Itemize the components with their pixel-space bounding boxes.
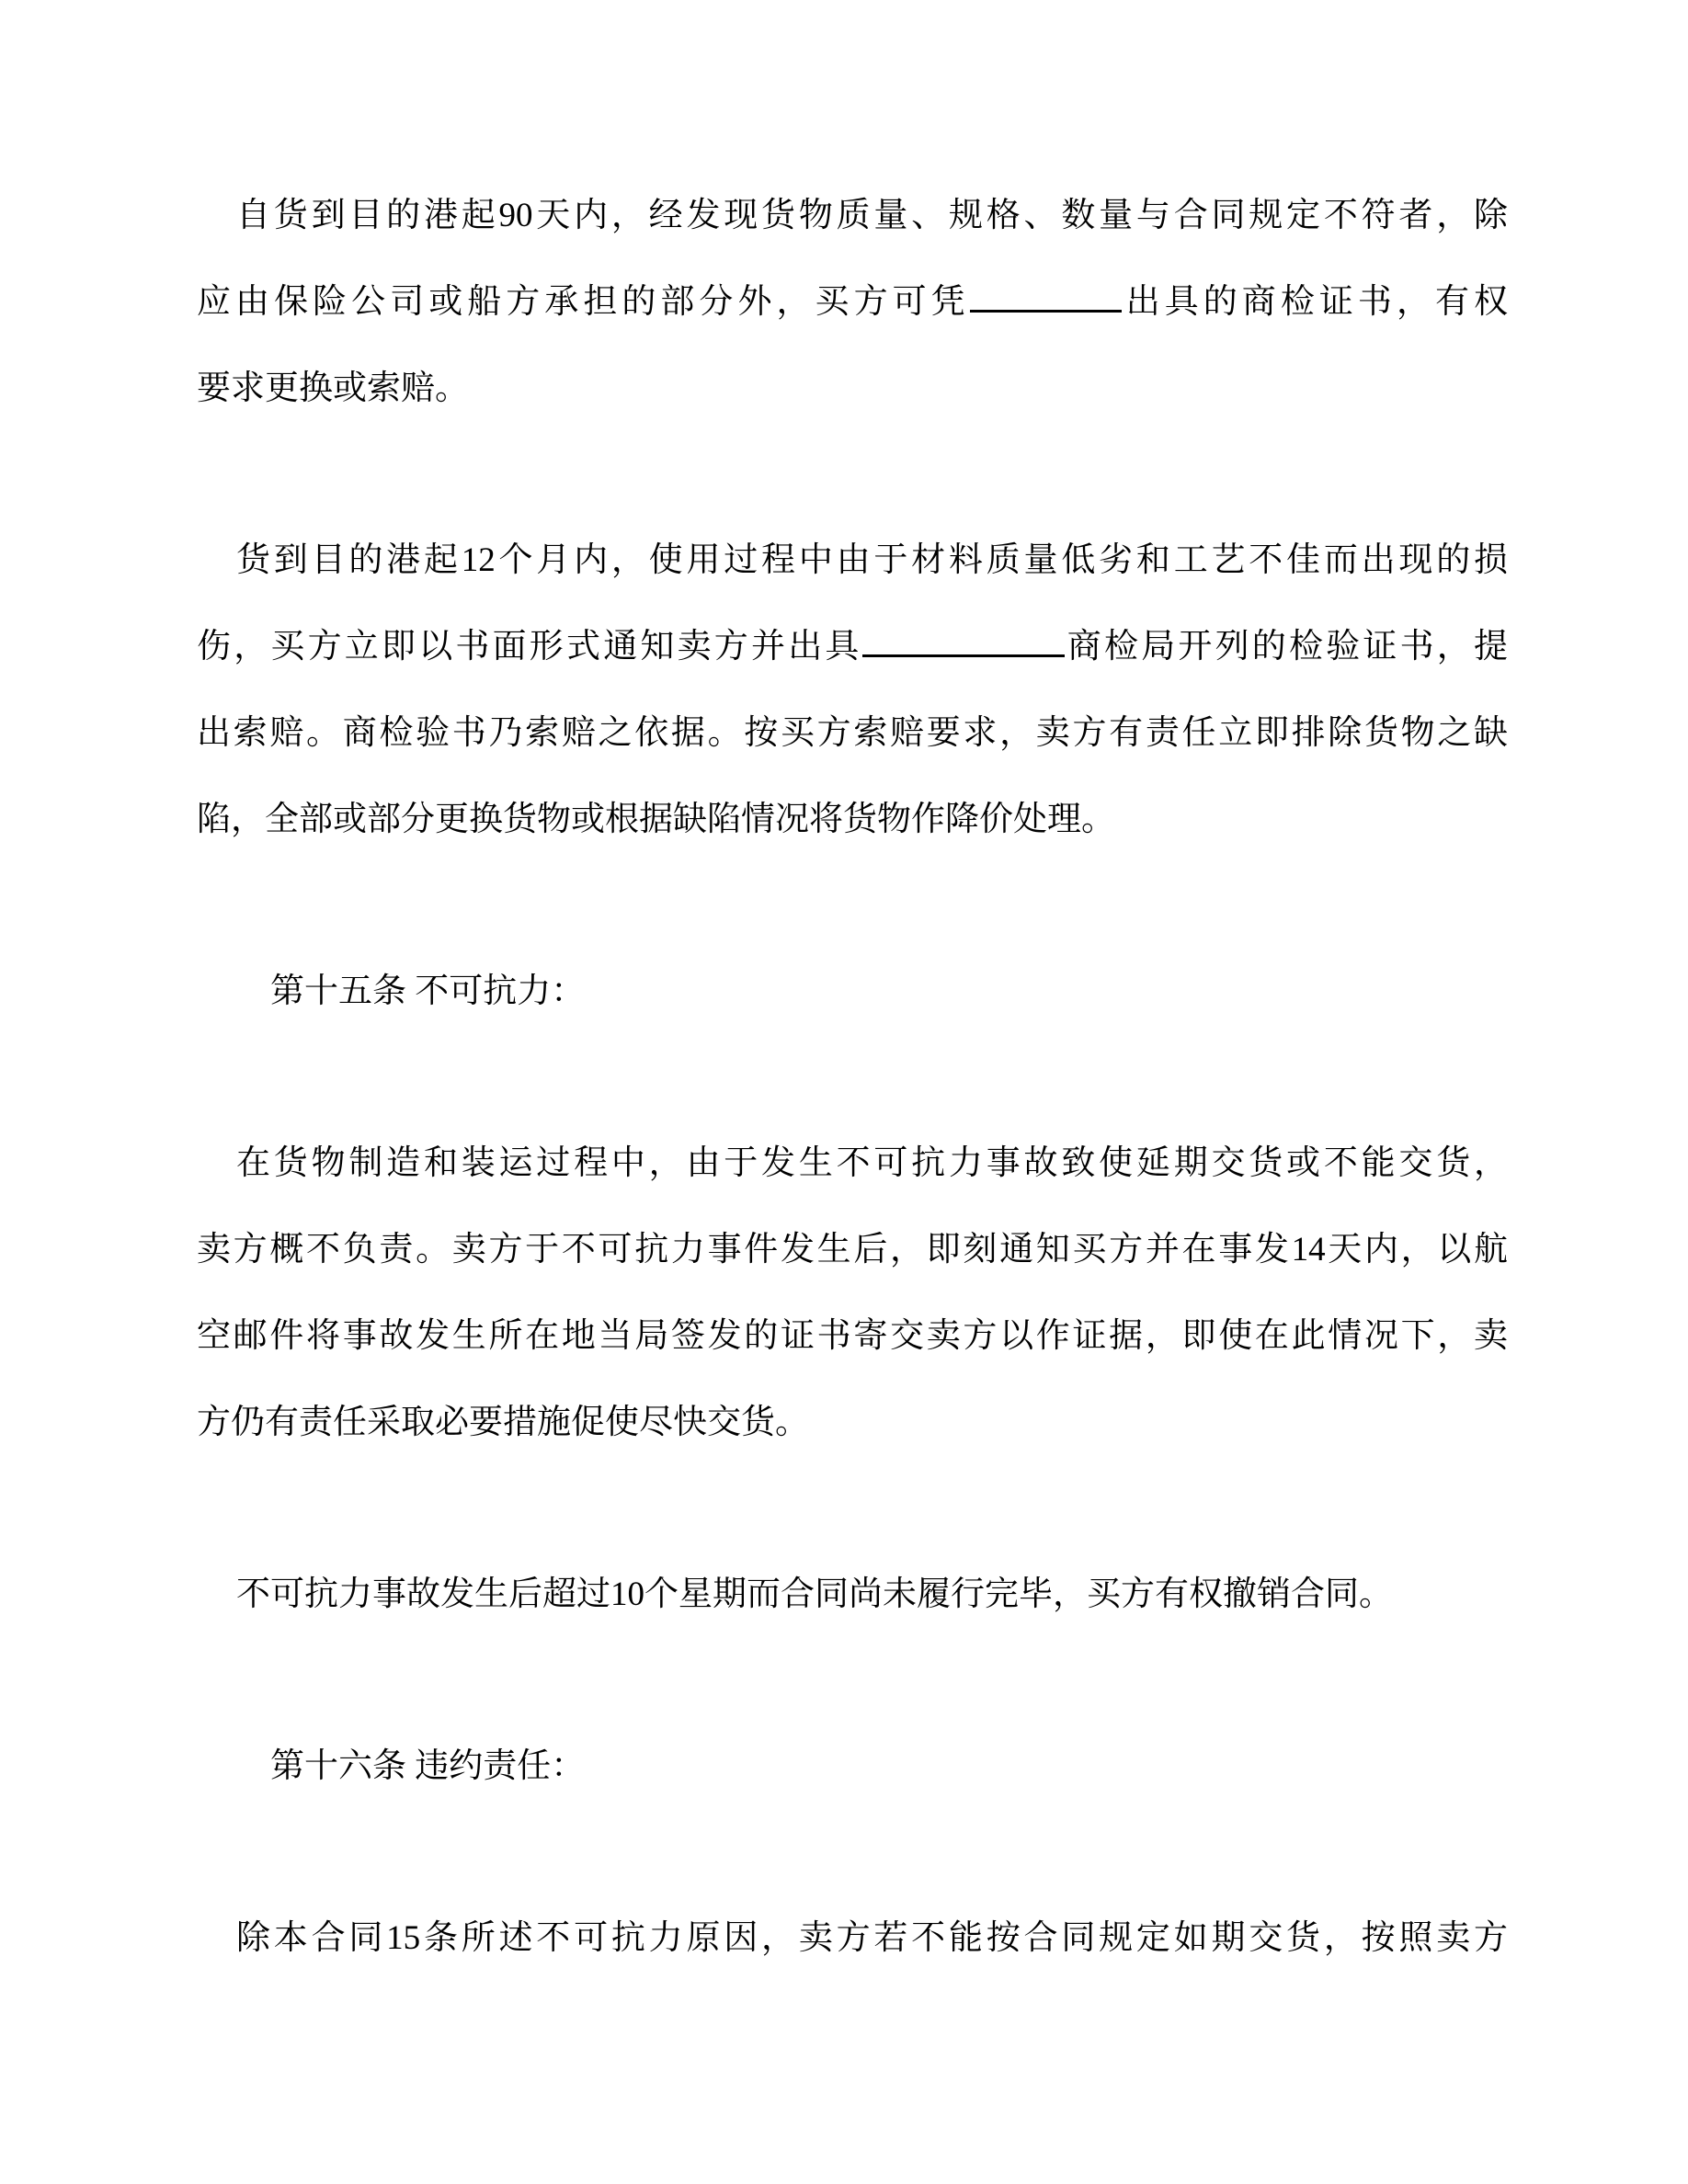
text-segment: 除本合同15条所述不可抗力原因，卖方若不能按合同规定如期交货，按照卖方 <box>236 1919 1508 1957</box>
text-line <box>197 346 1508 432</box>
text-line <box>197 690 1508 777</box>
text-segment: 自货到目的港起90天内，经发现货物质量、规格、数量与合同规定不符者，除 <box>236 197 1508 234</box>
text-segment: 卖方概不负责。卖方于不可抗力事件发生后，即刻通知买方并在事发14天内，以航 <box>197 1231 1508 1268</box>
text-line <box>197 1895 1508 1982</box>
text-line <box>197 1120 1508 1207</box>
paragraph <box>197 1120 1508 1466</box>
fill-in-blank-underline <box>970 305 1122 313</box>
text-segment: 第十五条 不可抗力： <box>270 973 586 1010</box>
text-segment: 第十六条 违约责任： <box>270 1747 586 1785</box>
text-line <box>197 259 1508 346</box>
fill-in-blank-underline <box>862 650 1065 657</box>
section-heading <box>197 949 1508 1035</box>
text-line <box>197 1723 1508 1810</box>
text-segment: 伤，买方立即以书面形式通知卖方并出具 <box>197 628 862 665</box>
paragraph <box>197 518 1508 863</box>
text-line <box>197 173 1508 259</box>
document-body <box>197 173 1508 1982</box>
text-line <box>197 518 1508 604</box>
text-segment: 出索赔。商检验书乃索赔之依据。按买方索赔要求，卖方有责任立即排除货物之缺 <box>197 714 1508 752</box>
text-segment: 应由保险公司或船方承担的部分外，买方可凭 <box>197 283 970 321</box>
text-line <box>197 1207 1508 1293</box>
paragraph <box>197 173 1508 432</box>
text-segment: 不可抗力事故发生后超过10个星期而合同尚未履行完毕，买方有权撤销合同。 <box>236 1575 1393 1613</box>
text-line <box>197 949 1508 1035</box>
text-line <box>197 1552 1508 1638</box>
text-segment: 陷，全部或部分更换货物或根据缺陷情况将货物作降价处理。 <box>197 801 1115 838</box>
text-line <box>197 1293 1508 1380</box>
paragraph <box>197 1895 1508 1982</box>
text-segment: 要求更换或索赔。 <box>197 370 469 407</box>
paragraph <box>197 1552 1508 1638</box>
text-segment: 商检局开列的检验证书，提 <box>1064 628 1508 665</box>
text-segment: 出具的商检证书，有权 <box>1121 283 1508 321</box>
text-line <box>197 777 1508 863</box>
text-segment: 方仍有责任采取必要措施促使尽快交货。 <box>197 1404 809 1441</box>
text-segment: 货到目的港起12个月内，使用过程中由于材料质量低劣和工艺不佳而出现的损 <box>236 541 1508 579</box>
section-heading <box>197 1723 1508 1810</box>
text-segment: 在货物制造和装运过程中，由于发生不可抗力事故致使延期交货或不能交货， <box>236 1144 1508 1182</box>
text-segment: 空邮件将事故发生所在地当局签发的证书寄交卖方以作证据，即使在此情况下，卖 <box>197 1317 1508 1355</box>
text-line <box>197 604 1508 690</box>
text-line <box>197 1380 1508 1466</box>
